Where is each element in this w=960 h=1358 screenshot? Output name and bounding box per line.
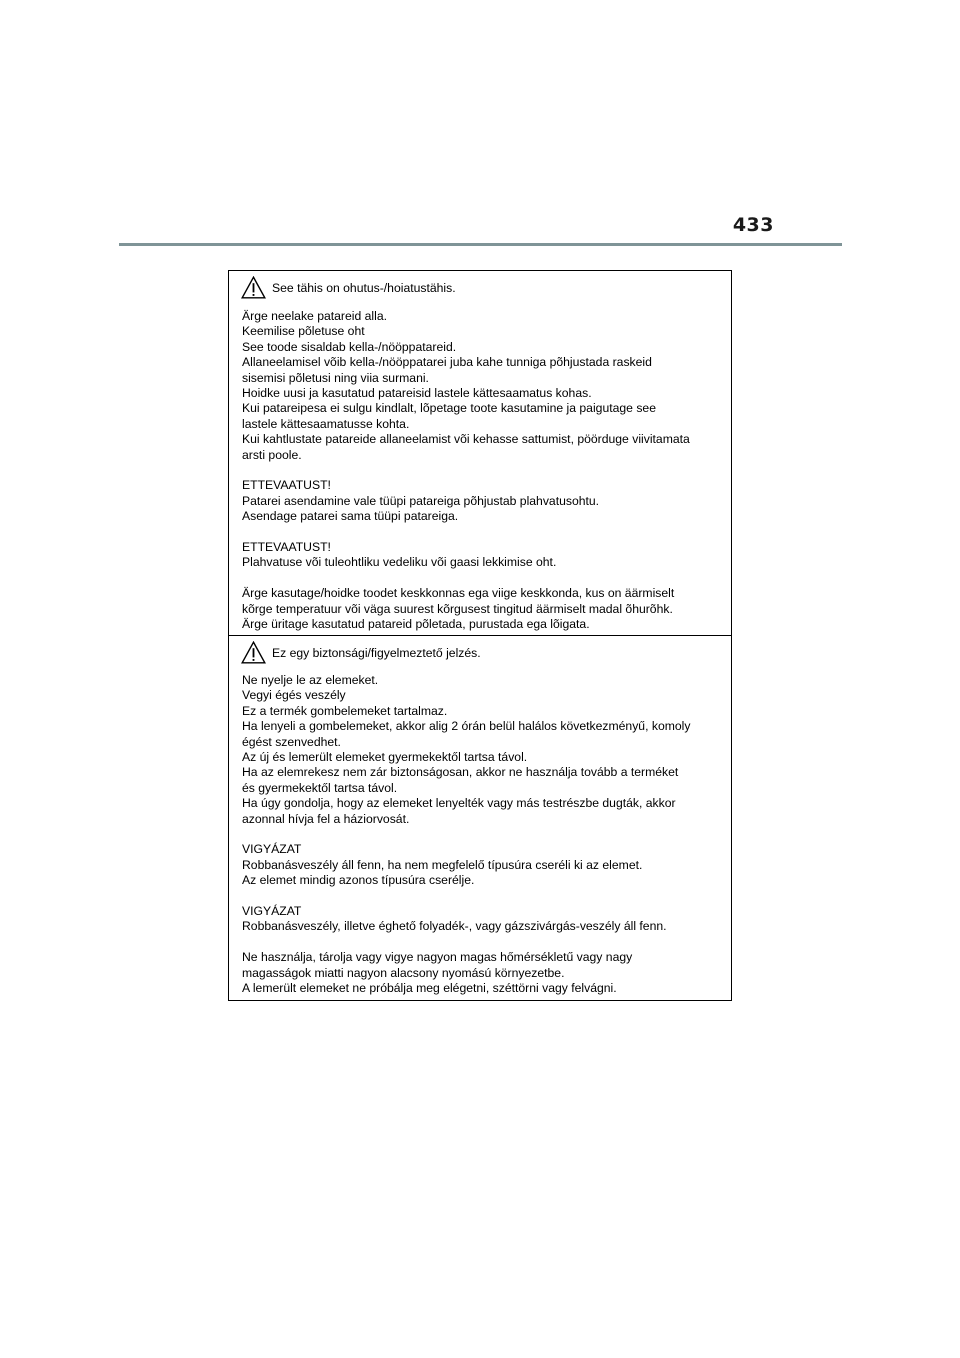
text-line: Plahvatuse või tuleohtliku vedeliku või gaasi lekkimise oht. [242, 555, 557, 570]
text-line: Kui kahtlustate patareide allaneelamist või kehasse sattumist, pöörduge viivitamata [242, 432, 690, 447]
text-line: lastele kättesaamatusse kohta. [242, 416, 410, 431]
blank-line [242, 571, 725, 586]
blank-line [242, 827, 725, 842]
text-line: Ne nyelje le az elemeket. [242, 673, 379, 687]
text-line: See toode sisaldab kella-/nööppatareid. [242, 339, 457, 354]
text-line: Keemilise põletuse oht [242, 324, 365, 339]
text-line: Ärge kasutage/hoidke toodet keskkonnas ega viige keskkonda, kus on äärmiselt [242, 586, 675, 601]
header-rule [119, 243, 842, 246]
symbol-caption: Ez egy biztonsági/figyelmeztető jelzés. [272, 646, 481, 661]
text-line: Ärge neelake patareid alla. [242, 309, 387, 323]
warning-triangle-icon [241, 276, 266, 299]
warning-text [242, 673, 725, 996]
text-line: Ne használja, tárolja vagy vigye nagyon magas hőmérsékletű vagy nagy [242, 950, 633, 965]
text-line: VIGYÁZAT [242, 842, 302, 857]
text-line: égést szenvedhet. [242, 734, 341, 749]
blank-line [242, 889, 725, 904]
symbol-caption: See tähis on ohutus-/hoiatustähis. [272, 281, 456, 296]
text-line: sisemisi põletusi ning viia surmani. [242, 370, 429, 385]
safety-symbol-row [241, 275, 456, 299]
text-line: Ha az elemrekesz nem zár biztonságosan, akkor ne használja tovább a terméket [242, 765, 679, 780]
text-line: Hoidke uusi ja kasutatud patareisid lastele kättesaamatus kohas. [242, 386, 592, 401]
text-line: VIGYÁZAT [242, 904, 302, 919]
warning-section-hungarian [229, 635, 731, 1001]
text-line: Az új és lemerült elemeket gyermekektől tartsa távol. [242, 750, 528, 765]
text-line: Robbanásveszély, illetve éghető folyadék-, vagy gázszivárgás-veszély áll fenn. [242, 919, 667, 934]
text-line: Robbanásveszély áll fenn, ha nem megfelelő típusúra cseréli ki az elemet. [242, 857, 643, 872]
warning-triangle-icon [241, 641, 266, 664]
text-line: A lemerült elemeket ne próbálja meg elégetni, széttörni vagy felvágni. [242, 981, 617, 996]
text-line: Az elemet mindig azonos típusúra cserélje. [242, 873, 475, 888]
safety-symbol-row [241, 640, 481, 664]
text-line: Asendage patarei sama tüüpi patareiga. [242, 509, 459, 524]
blank-line [242, 525, 725, 540]
text-line: Ha úgy gondolja, hogy az elemeket lenyelték vagy más testrészbe dugták, akkor [242, 796, 676, 811]
blank-line [242, 935, 725, 950]
warning-box [228, 270, 732, 1001]
text-line: Ha lenyeli a gombelemeket, akkor alig 2 órán belül halálos következményű, komoly [242, 719, 691, 734]
text-line: ETTEVAATUST! [242, 540, 331, 555]
warning-text [242, 309, 725, 632]
text-line: Ärge üritage kasutatud patareid põletada, purustada ega lõigata. [242, 617, 590, 632]
blank-line [242, 463, 725, 478]
text-line: Vegyi égés veszély [242, 688, 346, 703]
page-number: 433 [732, 214, 774, 236]
text-line: azonnal hívja fel a háziorvosát. [242, 811, 410, 826]
text-line: magasságok miatti nagyon alacsony nyomású környezetbe. [242, 965, 565, 980]
text-line: Patarei asendamine vale tüüpi patareiga põhjustab plahvatusohtu. [242, 493, 600, 508]
warning-section-estonian [229, 271, 731, 635]
text-line: Kui patareipesa ei sulgu kindlalt, lõpetage toote kasutamine ja paigutage see [242, 401, 656, 416]
text-line: és gyermekektől tartsa távol. [242, 780, 398, 795]
text-line: ETTEVAATUST! [242, 478, 331, 493]
text-line: Ez a termék gombelemeket tartalmaz. [242, 703, 448, 718]
text-line: arsti poole. [242, 447, 302, 462]
text-line: Allaneelamisel võib kella-/nööppatarei juba kahe tunniga põhjustada raskeid [242, 355, 652, 370]
text-line: kõrge temperatuur või väga suurest kõrgusest tingitud äärmiselt madal õhurõhk. [242, 601, 673, 616]
